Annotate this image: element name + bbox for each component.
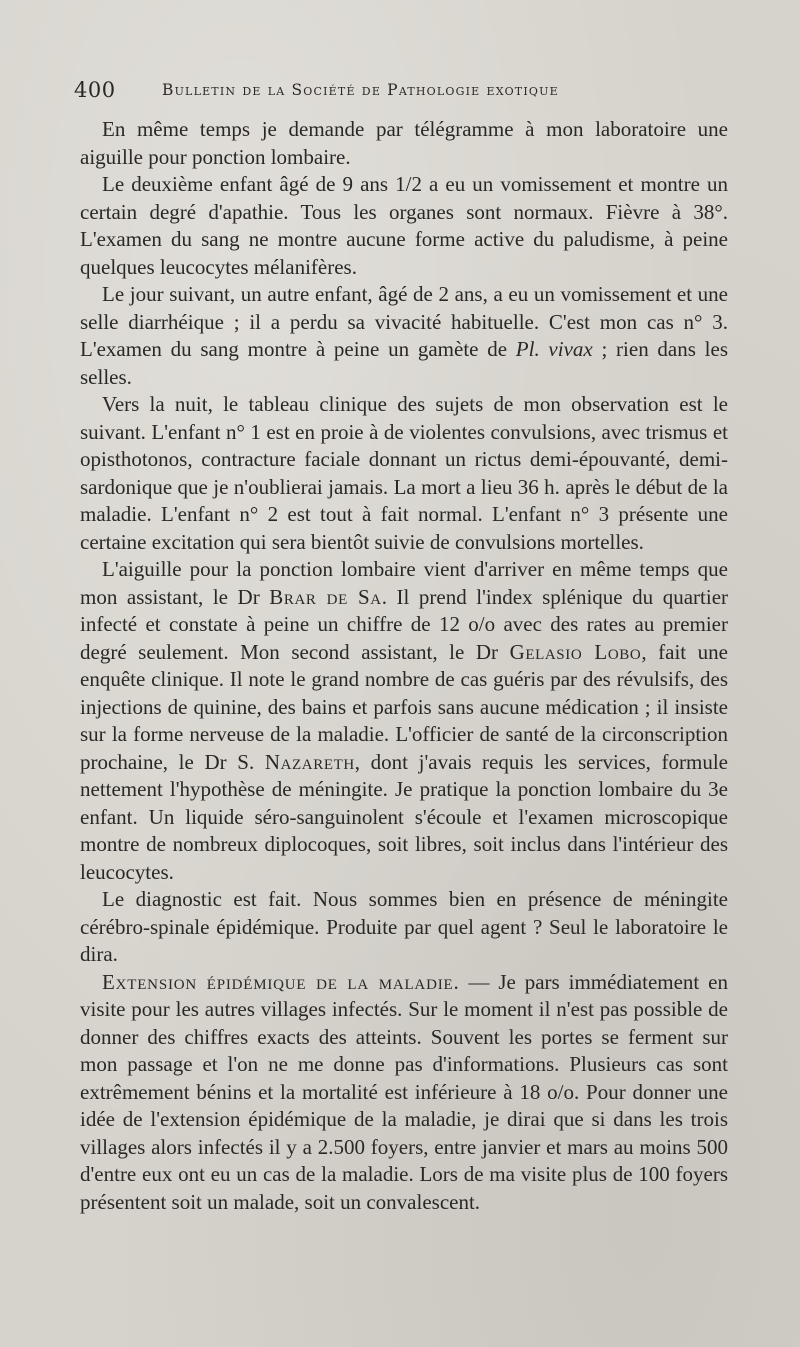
- section-heading: Extension épidémique de la maladie.: [102, 969, 460, 994]
- paragraph-5-text-c: , fait une enquête clinique. Il note le grand nombre de cas guéris par des révulsifs, des injections de quinine, des bains et parfois sans aucune médication ; il insiste sur la forme nerveuse de la maladie. L'officier de santé de la circonscription prochaine, le Dr S.: [80, 639, 728, 774]
- paragraph-5-text-d: , dont j'avais requis les services, formule nettement l'hypothèse de méningite. Je pratique la ponction lombaire du 3e enfant. Un liquide séro-sanguinolent s'écoule et l'examen microscopique montre de nombreux diplocoques, soit libres, soit inclus dans l'intérieur des leucocytes.: [80, 749, 728, 884]
- paragraph-2: Le deuxième enfant âgé de 9 ans 1/2 a eu un vomissement et montre un certain degré d'apathie. Tous les organes sont normaux. Fièvre à 38°. L'examen du sang ne montre aucune forme active du paludisme, à peine quelques leucocytes mélanifères.: [80, 172, 728, 279]
- person-name-gelasio-lobo: Gelasio Lobo: [509, 639, 642, 664]
- person-name-brar-de-sa: Brar de Sa: [269, 584, 382, 609]
- paragraph-3-text-b: ; rien dans les selles.: [80, 337, 728, 389]
- paragraph-3-text-a: Le jour suivant, un autre enfant, âgé de 2 ans, a eu un vomissement et une selle diarrhéique ; il a perdu sa vivacité habituelle. C'est mon cas n° 3. L'examen du sang montre à peine un gamète de: [80, 282, 728, 361]
- paragraph-7: [80, 969, 728, 1217]
- species-name: Pl. vivax: [515, 337, 593, 361]
- running-title: Bulletin de la Société de Pathologie exotique: [162, 81, 559, 99]
- person-name-nazareth: Nazareth: [264, 749, 355, 774]
- paragraph-6: Le diagnostic est fait. Nous sommes bien en présence de méningite cérébro-spinale épidémique. Produite par quel agent ? Seul le laboratoire le dira.: [80, 887, 728, 966]
- paragraph-7-text: — Je pars immédiatement en visite pour les autres villages infectés. Sur le moment il n'est pas possible de donner des chiffres exacts des atteints. Souvent les portes se ferment sur mon passage et l'on ne me donne pas d'informations. Plusieurs cas sont extrêmement bénins et la mortalité est inférieure à 18 o/o. Pour donner une idée de l'extension épidémique de la maladie, je dirai que si dans les trois villages alors infectés il y a 2.500 foyers, entre janvier et mars au moins 500 d'entre eux ont eu un cas de la maladie. Lors de ma visite plus de 100 foyers présentent soit un malade, soit un convalescent.: [80, 969, 728, 1214]
- paragraph-1: En même temps je demande par télégramme à mon laboratoire une aiguille pour ponction lombaire.: [80, 117, 728, 169]
- body-text: [80, 116, 728, 1216]
- paragraph-4: Vers la nuit, le tableau clinique des sujets de mon observation est le suivant. L'enfant n° 1 est en proie à de violentes convulsions, avec trismus et opisthotonos, contracture faciale donnant un rictus demi-épouvanté, demi-sardonique que je n'oublierai jamais. La mort a lieu 36 h. après le début de la maladie. L'enfant n° 2 est tout à fait normal. L'enfant n° 3 présente une certaine excitation qui sera bientôt suivie de convulsions mortelles.: [80, 392, 728, 554]
- page-number: 400: [74, 78, 116, 102]
- paragraph-5-text-b: . Il prend l'index splénique du quartier infecté et constate à peine un chiffre de 12 o/o avec des rates au premier degré seulement. Mon second assistant, le Dr: [80, 584, 729, 664]
- page-header: [74, 78, 634, 108]
- paragraph-5: [80, 556, 728, 886]
- paragraph-5-text-a: L'aiguille pour la ponction lombaire vient d'arriver en même temps que mon assistant, le Dr: [80, 557, 728, 609]
- paragraph-3: [80, 281, 728, 391]
